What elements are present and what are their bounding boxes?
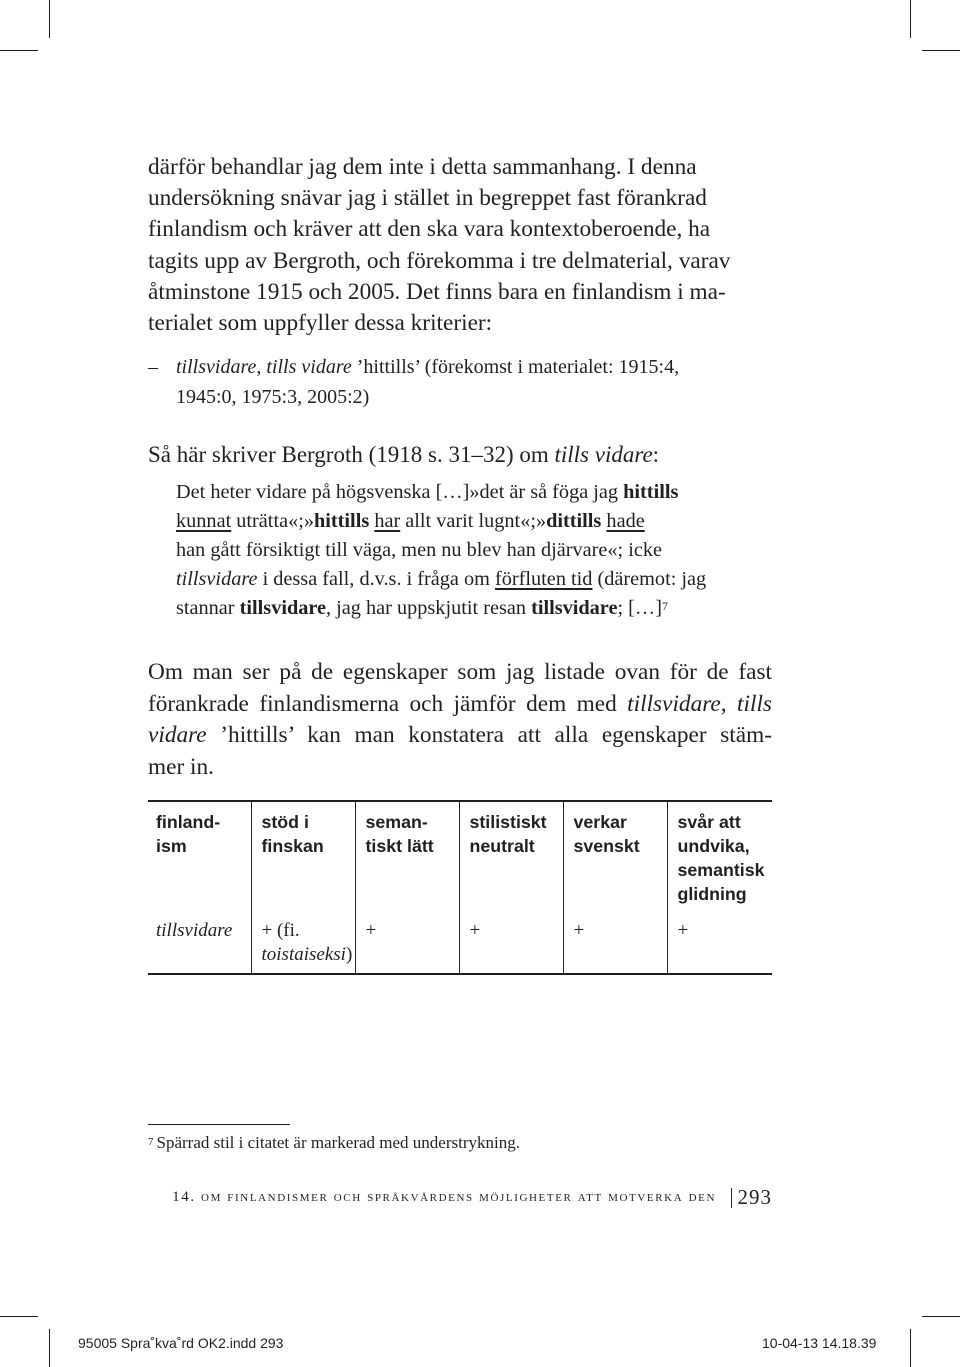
crop-mark <box>49 0 50 38</box>
crop-mark <box>49 1329 50 1367</box>
paragraph-line: åtminstone 1915 och 2005. Det finns bara en finlandism i ma- <box>148 278 726 305</box>
table-header-cell: stilistiskt neutralt <box>459 801 563 916</box>
list-counts: 1945:0, 1975:3, 2005:2) <box>176 386 370 408</box>
paragraph-line: förankrade finlandismerna och jämför dem med tillsvidare, tills <box>148 690 772 717</box>
footnote-number: 7 <box>148 1136 154 1148</box>
paragraph-line: undersökning snävar jag i stället in begreppet fast förankrad <box>148 185 707 212</box>
table-cell: tillsvidare <box>156 920 233 941</box>
paragraph-line: vidare ’hittills’ kan man konstatera att alla egenskaper stäm- <box>148 722 772 748</box>
lead-term: tills vidare <box>554 442 653 467</box>
table-cell: + <box>459 916 563 974</box>
crop-mark <box>922 1316 960 1317</box>
paragraph-line: mer in. <box>148 753 214 780</box>
table-header-cell: stöd i finskan <box>251 801 355 916</box>
paragraph-line: därför behandlar jag dem inte i detta sammanhang. I denna <box>148 154 697 180</box>
table-cell: + <box>355 916 459 974</box>
table-header-cell: verkar svenskt <box>563 801 667 916</box>
chapter-title: 14. om finlandismer och språkvårdens möjligheter att motverka den <box>172 1189 716 1205</box>
body-paragraph-2 <box>148 657 772 783</box>
table-header-cell: finland- ism <box>156 812 221 856</box>
table-cell: + <box>667 916 772 974</box>
footnote <box>148 1132 520 1154</box>
list-dash: – <box>148 356 158 378</box>
slug-filename: 95005 Spra˚kva˚rd OK2.indd 293 <box>78 1335 284 1351</box>
quote-line: kunnat uträtta«;»hittills har allt varit lugnt«;»dittills hade <box>176 510 645 532</box>
crop-mark <box>910 1329 911 1367</box>
footnote-text: Spärrad stil i citatet är markerad med understrykning. <box>156 1133 520 1152</box>
list-sep: , <box>256 356 267 378</box>
list-term: tillsvidare <box>176 356 257 378</box>
crop-mark <box>910 0 911 38</box>
criteria-list-item <box>148 352 772 412</box>
quote-line: stannar tillsvidare, jag har uppskjutit resan tillsvidare; […]$^7$ <box>176 597 668 619</box>
footnote-rule <box>148 1124 290 1125</box>
table-row <box>148 916 772 974</box>
table-cell: + <box>563 916 667 974</box>
list-variant: tills vidare <box>266 356 352 378</box>
paragraph-line: Om man ser på de egenskaper som jag listade ovan för de fast <box>148 659 772 685</box>
table-header-cell: svår att undvika, semantisk glidning <box>667 801 772 916</box>
block-quote <box>176 478 772 623</box>
slug-datetime: 10-04-13 14.18.39 <box>762 1335 877 1351</box>
list-gloss: ’hittills’ (förekomst i materialet: 1915:4, <box>351 356 680 378</box>
footer-divider <box>731 1188 732 1208</box>
body-paragraph-1 <box>148 152 772 339</box>
quote-line: Det heter vidare på högsvenska […]»det är så föga jag hittills <box>176 481 679 503</box>
table-header-row <box>148 801 772 916</box>
quote-line: tillsvidare i dessa fall, d.v.s. i fråga om förfluten tid (däremot: jag <box>176 568 707 590</box>
quote-line: han gått försiktigt till väga, men nu blev han djärvare«; icke <box>176 539 663 561</box>
table-header-cell: seman- tiskt lätt <box>355 801 459 916</box>
lead-colon: : <box>652 442 660 467</box>
finlandism-table <box>148 800 772 975</box>
paragraph-line: finlandism och kräver att den ska vara kontextoberoende, ha <box>148 216 711 243</box>
crop-mark <box>922 50 960 51</box>
quote-lead <box>148 440 659 470</box>
paragraph-line: terialet som uppfyller dessa kriterier: <box>148 310 493 337</box>
paragraph-line: tagits upp av Bergroth, och förekomma i tre delmaterial, varav <box>148 247 731 274</box>
crop-mark <box>0 50 38 51</box>
running-footer <box>172 1185 772 1214</box>
page-number: 293 <box>737 1185 772 1209</box>
footnote-ref: 7 <box>661 599 668 613</box>
crop-mark <box>0 1316 38 1317</box>
lead-text: Så här skriver Bergroth (1918 s. 31–32) om <box>148 442 555 467</box>
table-cell: + (fi. toistaiseksi) <box>251 916 355 974</box>
